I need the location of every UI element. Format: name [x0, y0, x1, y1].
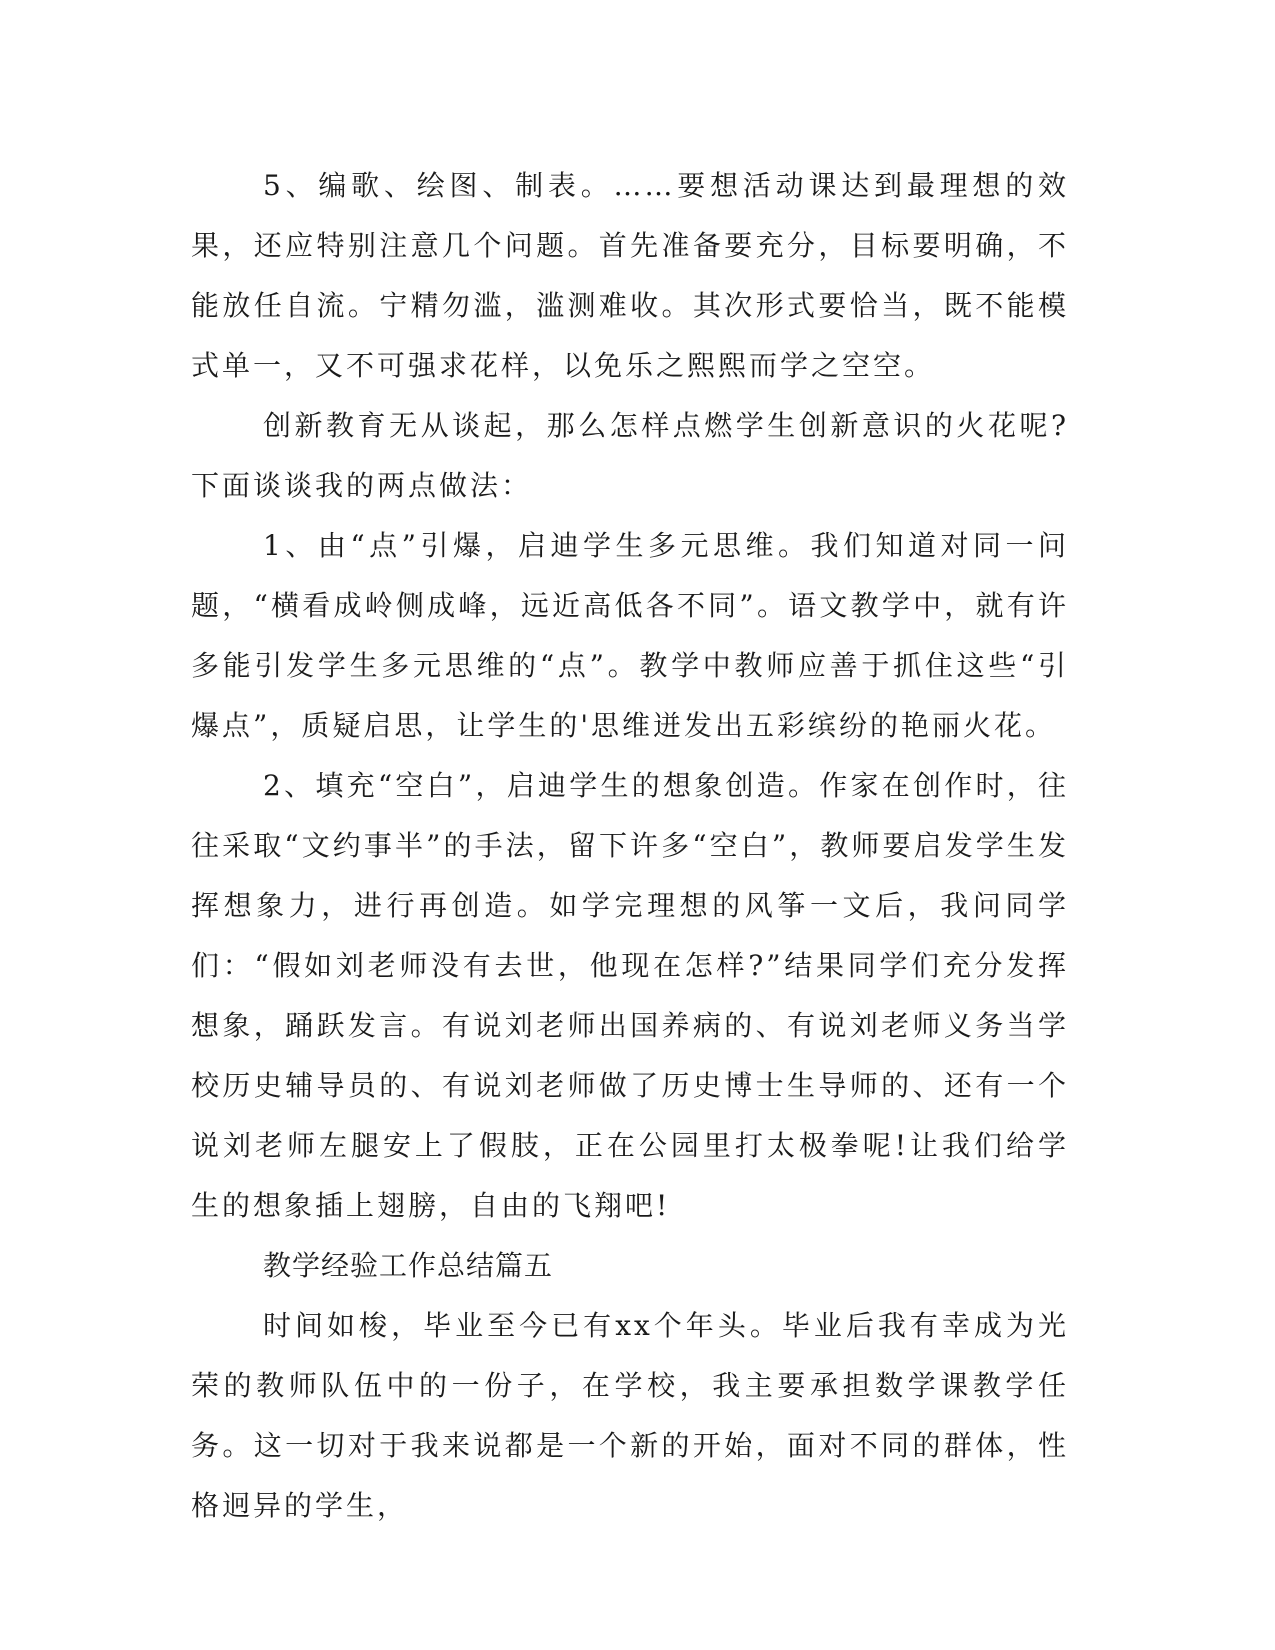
paragraph-method-two: 2、填充“空白”，启迪学生的想象创造。作家在创作时，往往采取“文约事半”的手法，留下许多“空白”，教师要启发学生发挥想象力，进行再创造。如学完理想的风筝一文后，我问同学们：“假如刘老师没有去世，他现在怎样?”结果同学们充分发挥想象，踊跃发言。有说刘老师出国养病的、有说刘老师义务当学校历史辅导员的、有说刘老师做了历史博士生导师的、还有一个说刘老师左腿安上了假肢，正在公园里打太极拳呢!让我们给学生的想象插上翅膀，自由的飞翔吧! — [191, 769, 1069, 1222]
paragraph-section-five-intro: 时间如梭，毕业至今已有xx个年头。毕业后我有幸成为光荣的教师队伍中的一份子，在学校，我主要承担数学课教学任务。这一切对于我来说都是一个新的开始，面对不同的群体，性格迥异的学生， — [191, 1309, 1069, 1522]
document-body — [191, 156, 1069, 1536]
paragraph-method-one: 1、由“点”引爆，启迪学生多元思维。我们知道对同一问题，“横看成岭侧成峰，远近高低各不同”。语文教学中，就有许多能引发学生多元思维的“点”。教学中教师应善于抓住这些“引爆点”，质疑启思，让学生的'思维迸发出五彩缤纷的艳丽火花。 — [191, 529, 1069, 742]
paragraph-activity-class-tips: 5、编歌、绘图、制表。……要想活动课达到最理想的效果，还应特别注意几个问题。首先准备要充分，目标要明确，不能放任自流。宁精勿滥，滥测难收。其次形式要恰当，既不能模式单一，又不可强求花样，以免乐之熙熙而学之空空。 — [191, 169, 1069, 382]
paragraph-innovation-intro: 创新教育无从谈起，那么怎样点燃学生创新意识的火花呢?下面谈谈我的两点做法： — [191, 409, 1069, 502]
section-heading: 教学经验工作总结篇五 — [263, 1249, 554, 1282]
